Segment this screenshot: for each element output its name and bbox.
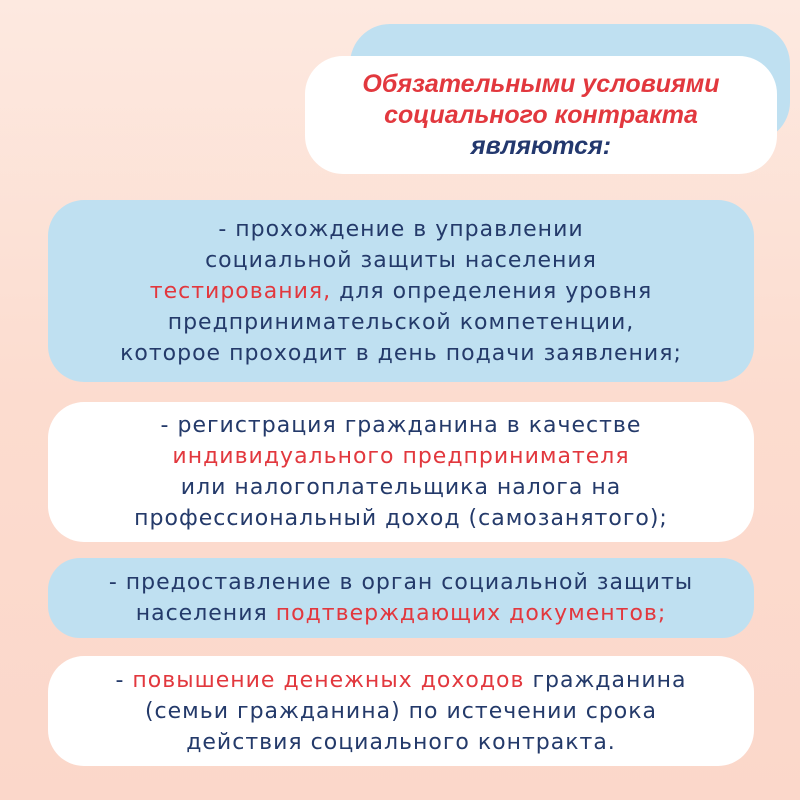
condition-2-line-4: профессиональный доход (самозанятого); [134, 506, 668, 531]
condition-3-line-1: - предоставление в орган социальной защиты [108, 570, 694, 595]
condition-2-highlight: индивидуального предпринимателя [172, 444, 630, 469]
condition-card-registration [48, 402, 754, 542]
condition-card-documents [48, 558, 754, 638]
title-line-3: являются: [470, 131, 612, 160]
condition-4-line-1-rest: гражданина [524, 667, 687, 693]
condition-4-line-2: (семьи гражданина) по истечении срока [144, 698, 658, 724]
condition-4-dash: - [115, 667, 133, 693]
condition-card-testing [48, 200, 754, 382]
condition-3-highlight: подтверждающих документов; [275, 601, 667, 626]
condition-4-line-1 [115, 665, 686, 696]
title-line-1: Обязательными условиями [362, 69, 720, 98]
condition-1-line-3 [150, 276, 652, 307]
condition-2-line-3: или налогоплательщика налога на [180, 475, 622, 500]
condition-4-highlight: повышение денежных доходов [132, 667, 525, 693]
condition-1-highlight: тестирования, [149, 278, 332, 304]
condition-2-line-1: - регистрация гражданина в качестве [160, 413, 642, 438]
condition-4-line-3: действия социального контракта. [186, 729, 616, 755]
condition-1-line-1: - прохождение в управлении [218, 216, 584, 242]
condition-3-line-2 [136, 598, 667, 629]
condition-card-income [48, 656, 754, 766]
title-line-2: социального контракта [384, 100, 698, 129]
condition-1-line-5: которое проходит в день подачи заявления; [120, 340, 682, 366]
condition-1-line-3-rest: для определения уровня [331, 278, 653, 304]
title-box [305, 56, 777, 174]
condition-1-line-4: предпринимательской компетенции, [167, 309, 635, 335]
condition-1-line-2: социальной защиты населения [205, 247, 597, 273]
condition-3-line-2-start: населения [135, 601, 276, 626]
